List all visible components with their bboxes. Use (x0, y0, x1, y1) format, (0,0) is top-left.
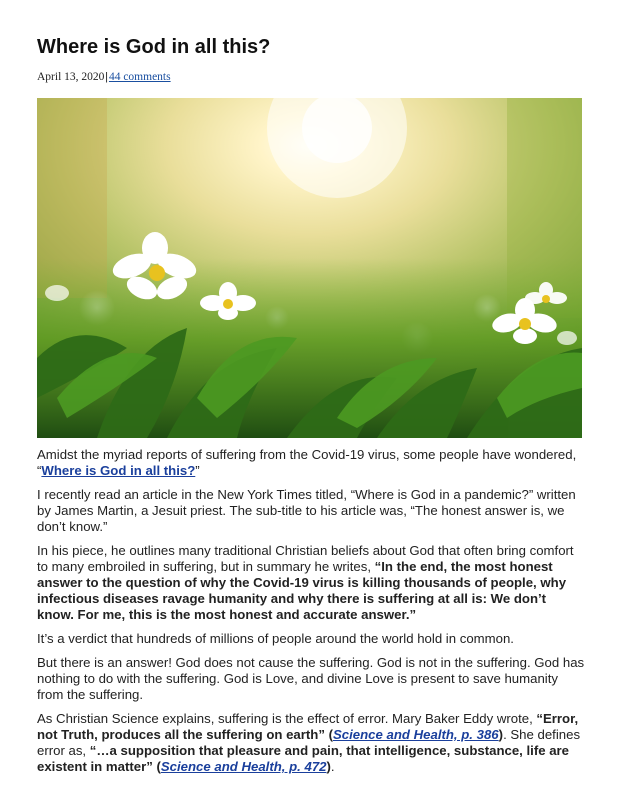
paragraph-3-text: In his piece, he outlines many traditional Christian beliefs about God that often bring comfort to many embroiled in suffering, but in summary he writes, (37, 543, 574, 574)
martin-quote: “In the end, the most honest answer to the question of why the Covid-19 virus is killing thousands of people, why infectious diseases ravage humanity and why there is suffering at all is: We don’t know. For me, this is the most honest and accurate answer.” (37, 559, 567, 622)
hero-image (37, 98, 582, 438)
paragraph-1-tail: ” (195, 463, 200, 478)
eddy-quote-2-close: ) (326, 759, 331, 774)
eddy-quote-2: “…a supposition that pleasure and pain, that intelligence, substance, life are existent in matter” ( (37, 743, 570, 774)
paragraph-6 (37, 711, 585, 775)
paragraph-6-text-2: . She defines error as, (37, 727, 581, 758)
paragraph-5: But there is an answer! God does not cause the suffering. God is not in the suffering. God has nothing to do with the suffering. God is Love, and divine Love is present to save humanity from the suffering. (37, 655, 585, 702)
article-meta (37, 71, 171, 83)
paragraph-4: It’s a verdict that hundreds of millions of people around the world hold in common. (37, 631, 514, 646)
comments-link[interactable]: 44 comments (108, 71, 171, 83)
article-title: Where is God in all this? (37, 36, 271, 58)
eddy-quote-1: “Error, not Truth, produces all the suffering on earth” ( (37, 711, 579, 742)
science-and-health-386-link[interactable]: Science and Health, p. 386 (333, 727, 499, 742)
where-is-god-link[interactable]: Where is God in all this? (41, 463, 196, 478)
eddy-quote-1-close: ) (498, 727, 504, 742)
paragraph-6-text-3: . (330, 759, 335, 774)
white-flowers-sunlight-image (37, 98, 582, 438)
meta-separator: | (105, 71, 108, 83)
paragraph-1-text: Amidst the myriad reports of suffering from the Covid-19 virus, some people have wondered, “ (37, 447, 577, 478)
paragraph-6-text-1: As Christian Science explains, suffering is the effect of error. Mary Baker Eddy wrote, (37, 711, 537, 726)
science-and-health-472-link[interactable]: Science and Health, p. 472 (160, 759, 327, 774)
article-date: April 13, 2020 (37, 71, 105, 83)
paragraph-3 (37, 543, 585, 623)
paragraph-1 (37, 447, 585, 479)
paragraph-2: I recently read an article in the New York Times titled, “Where is God in a pandemic?” written by James Martin, a Jesuit priest. The sub-title to his article was, “The honest answer is, we don’t know.” (37, 487, 576, 534)
article-body (37, 447, 585, 783)
